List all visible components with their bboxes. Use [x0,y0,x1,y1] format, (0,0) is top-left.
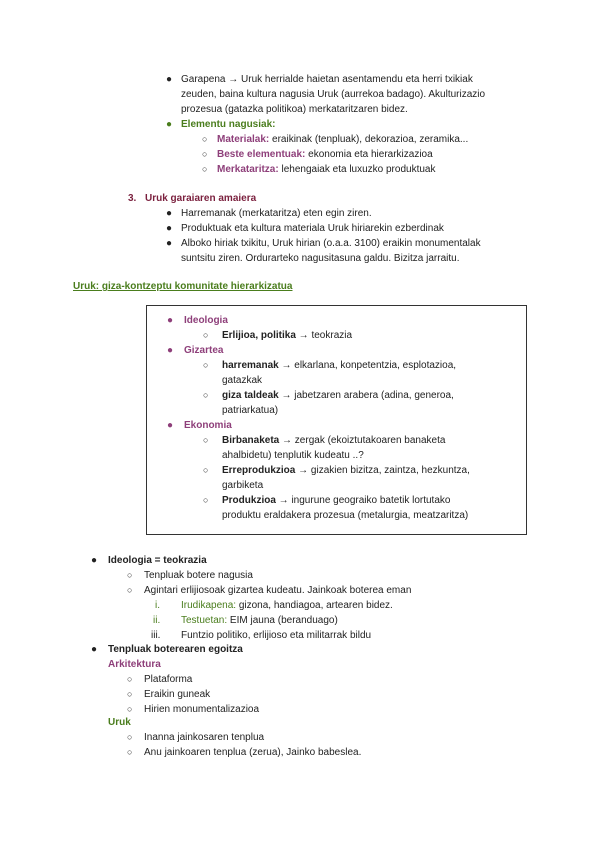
bullet-circle: ○ [127,747,133,757]
ideologia-teokrazia-title: Ideologia = teokrazia [108,555,207,566]
box-produkzioa [222,493,450,508]
bullet-circle: ○ [203,330,209,340]
merkataritza-item [217,162,435,177]
erreprodukzioa-label: Erreprodukzioa [222,465,296,476]
materialak-label: Materialak: [217,134,270,145]
bullet-dot: ● [166,119,173,130]
bullet-dot: ● [91,644,98,655]
garapena-line-1: Garapena → Uruk herrialde haietan asentamendu eta herri txikiak [181,74,473,85]
box-erreprodukzioa [222,463,470,478]
section-number: 3. [128,193,137,204]
bullet-dot: ● [166,208,173,219]
taldeak-label: giza taldeak [222,390,279,401]
bullet-dot: ● [167,420,174,431]
garapena-line-2: zeuden, baina kultura nagusia Uruk (aurrekoa badago). Akulturizazio [181,89,486,100]
tenpluak-item: Tenpluak botere nagusia [144,570,253,581]
produkzioa-label: Produkzioa [222,495,276,506]
section-title: Uruk garaiaren amaiera [145,193,257,204]
uruk-item: Inanna jainkosaren tenplua [144,732,265,743]
irudikapena-item [181,598,393,613]
bullet-circle: ○ [127,704,133,714]
funtzio-item: Funtzio politiko, erlijioso eta militarrak bildu [181,630,372,641]
bullet-circle: ○ [202,149,208,159]
section-heading: Uruk: giza-kontzeptu komunitate hierarkizatua [73,281,293,292]
bullet-dot: ● [167,315,174,326]
produkzioa-line-2: produktu eraldakera prozesua (metalurgia, meatzaritza) [222,510,469,521]
arkitektura-item: Hirien monumentalizazioa [144,704,260,715]
box-harremanak [222,358,456,373]
bullet-circle: ○ [203,495,209,505]
bullet-circle: ○ [127,585,133,595]
bullet-circle: ○ [127,689,133,699]
agintari-item: Agintari erlijiosoak gizartea kudeatu. Jainkoak boterea eman [144,585,412,596]
arkitektura-item: Plataforma [144,674,193,685]
bullet-circle: ○ [203,390,209,400]
materialak-text: eraikinak (tenpluak), dekorazioa, zeramika... [269,134,469,145]
birbanaketa-line-2: ahalbidetu) tenplutik kudeatu ..? [222,450,364,461]
irudikapena-text: gizona, handiagoa, artearen bidez. [236,600,393,611]
elementu-nagusiak-title: Elementu nagusiak: [181,119,276,130]
beste-item [217,147,433,162]
bullet-circle: ○ [203,360,209,370]
testuetan-label: Testuetan: [181,615,228,626]
bullet-dot: ● [167,345,174,356]
bullet-dot: ● [166,223,173,234]
taldeak-line-2: patriarkatua) [222,405,279,416]
arkitektura-heading: Arkitektura [108,659,161,670]
bullet-circle: ○ [203,435,209,445]
produkzioa-text: → ingurune geograiko batetik lortutako [275,495,451,506]
bullet-circle: ○ [127,674,133,684]
birbanaketa-text: → zergak (ekoiztutakoaren banaketa [279,435,446,446]
harremanak-label: harremanak [222,360,279,371]
amaiera-item-2: Produktuak eta kultura materiala Uruk hiriarekin ezberdinak [181,223,444,234]
birbanaketa-label: Birbanaketa [222,435,280,446]
testuetan-text: EIM jauna (beranduago) [227,615,338,626]
garapena-line-3: prozesua (gatazka politikoa) merkataritzaren bidez. [181,104,408,115]
merkataritza-label: Merkataritza: [217,164,279,175]
harremanak-line-2: gatazkak [222,375,263,386]
roman-numeral: iii. [151,630,161,641]
materialak-item [217,132,468,147]
beste-label: Beste elementuak: [217,149,306,160]
roman-numeral: i. [155,600,160,611]
bullet-dot: ● [166,74,173,85]
box-ideologia: Ideologia [184,315,228,326]
box-ekonomia: Ekonomia [184,420,232,431]
bullet-dot: ● [91,555,98,566]
bullet-circle: ○ [127,570,133,580]
amaiera-item-1: Harremanak (merkataritza) eten egin ziren. [181,208,372,219]
erreprodukzioa-text: → gizakien bizitza, zaintza, hezkuntza, [295,465,470,476]
bullet-dot: ● [166,238,173,249]
erreprodukzioa-line-2: garbiketa [222,480,264,491]
bullet-circle: ○ [127,732,133,742]
roman-numeral: ii. [153,615,161,626]
amaiera-item-3-line-1: Alboko hiriak txikitu, Uruk hirian (o.a.a. 3100) eraikin monumentalak [181,238,481,249]
harremanak-text: → elkarlana, konpetentzia, esplotazioa, [278,360,457,371]
bullet-circle: ○ [202,164,208,174]
testuetan-item [181,613,338,628]
taldeak-text: → jabetzaren arabera (adina, generoa, [278,390,454,401]
bullet-circle: ○ [202,134,208,144]
box-gizartea: Gizartea [184,345,224,356]
erlijioa-text: → teokrazia [295,330,353,341]
irudikapena-label: Irudikapena: [181,600,237,611]
erlijioa-label: Erlijioa, politika [222,330,296,341]
uruk-heading: Uruk [108,717,131,728]
arkitektura-item: Eraikin guneak [144,689,211,700]
box-taldeak [222,388,454,403]
uruk-item: Anu jainkoaren tenplua (zerua), Jainko babeslea. [144,747,362,758]
box-birbanaketa [222,433,445,448]
merkataritza-text: lehengaiak eta luxuzko produktuak [278,164,436,175]
bullet-circle: ○ [203,465,209,475]
tenpluak-title: Tenpluak boterearen egoitza [108,644,243,655]
box-erlijioa [222,328,352,343]
amaiera-item-3-line-2: suntsitu ziren. Ordurarteko nagusitasuna galdu. Bizitza jarraitu. [181,253,460,264]
beste-text: ekonomia eta hierarkizazioa [305,149,433,160]
